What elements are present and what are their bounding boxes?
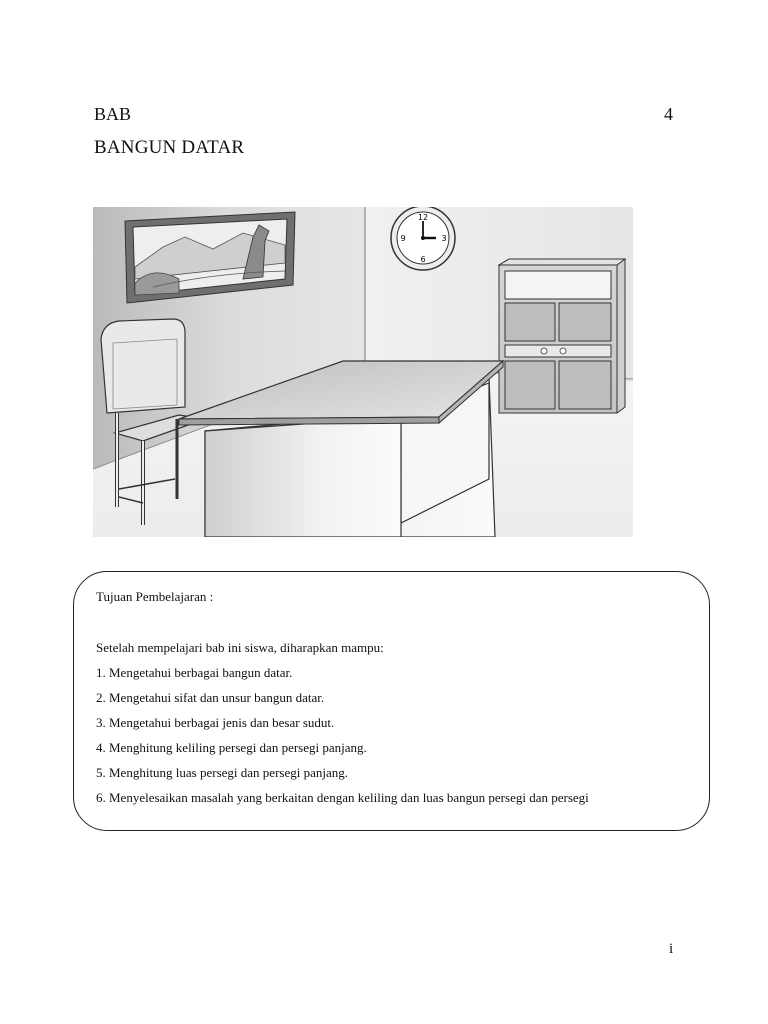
cabinet	[499, 259, 625, 413]
chapter-title: BANGUN DATAR	[94, 137, 245, 158]
chapter-number: 4	[664, 104, 673, 124]
objective-item: 2. Mengetahui sifat dan unsur bangun datar.	[96, 690, 325, 705]
clock-numeral-9: 9	[400, 234, 406, 243]
room-illustration	[93, 207, 633, 537]
objectives-intro: Setelah mempelajari bab ini siswa, diharapkan mampu:	[96, 640, 384, 655]
learning-objectives-box	[73, 571, 710, 831]
objectives-heading: Tujuan Pembelajaran :	[96, 589, 214, 604]
wall-clock	[391, 207, 455, 270]
page-number: i	[669, 941, 674, 957]
objective-item: 4. Menghitung keliling persegi dan persegi panjang.	[96, 740, 367, 755]
chapter-label: BAB	[94, 104, 132, 124]
clock-numeral-6: 6	[420, 255, 426, 264]
clock-numeral-12: 12	[417, 213, 429, 222]
objective-item: 5. Menghitung luas persegi dan persegi panjang.	[96, 765, 348, 780]
objective-item: 1. Mengetahui berbagai bangun datar.	[96, 665, 293, 680]
objective-item: 3. Mengetahui berbagai jenis dan besar sudut.	[96, 715, 335, 730]
clock-numeral-3: 3	[441, 234, 447, 243]
objective-item: 6. Menyelesaikan masalah yang berkaitan dengan keliling dan luas bangun persegi dan persegi	[96, 790, 589, 805]
